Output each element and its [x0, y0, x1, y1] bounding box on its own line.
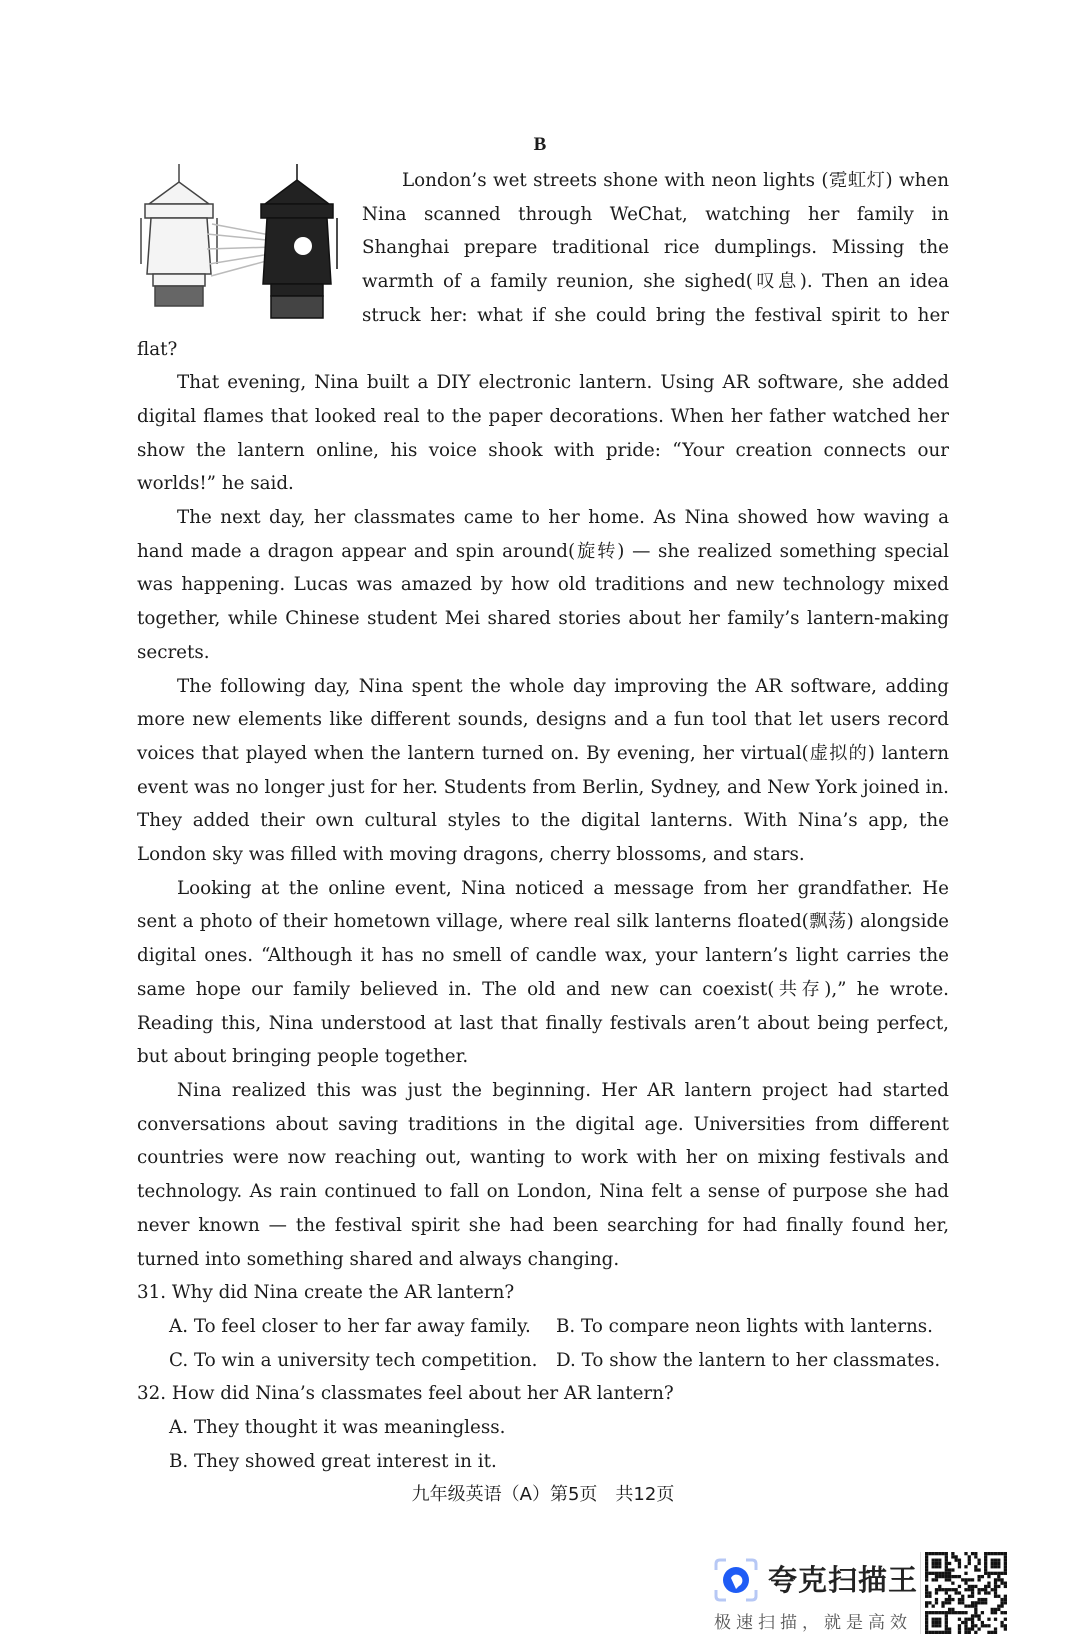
paper-lantern-icon [141, 164, 217, 306]
question-32 [137, 1377, 949, 1478]
passage-paragraph-3: The next day, her classmates came to her home. As Nina showed how waving a hand made a dragon appear and spin around(旋转) — she realized something special was happening. Lucas was amazed by how old traditions and new technology mixed together, while Chinese student Mei shared stories about her family’s lantern-making secrets. [137, 507, 949, 663]
qr-code [920, 1552, 1007, 1634]
brand-name: 夸克扫描王 [768, 1563, 919, 1597]
lantern-illustration [137, 164, 352, 332]
question-31 [137, 1276, 949, 1377]
option-b: B. They showed great interest in it. [169, 1450, 497, 1472]
passage-paragraph-5: Looking at the online event, Nina noticed a message from her grandfather. He sent a photo of their hometown village, where real silk lanterns floated(飘荡) alongside digital ones. “Although it has no smell of candle wax, your lantern’s light carries the same hope our family believed in. The old and new can coexist(共存),” he wrote. Reading this, Nina understood at last that finally festivals aren’t about being perfect, but about bringing people together. [137, 877, 949, 1068]
reading-passage [137, 164, 949, 1512]
page-footer: 九年级英语（A）第5页 共12页 [411, 1484, 675, 1506]
brand-tagline: 极速扫描，就是高效 [714, 1613, 912, 1633]
passage-paragraph-4: The following day, Nina spent the whole day improving the AR software, adding more new elements like different sounds, designs and a fun tool that let users record voices that played when the lantern turned on. By evening, her virtual(虚拟的) lantern event was no longer just for her. Students from Berlin, Sydney, and New York joined in. They added their own cultural styles to the digital lanterns. With Nina’s app, the London sky was filled with moving dragons, cherry blossoms, and stars. [137, 675, 949, 866]
option-b: B. To compare neon lights with lanterns. [556, 1315, 933, 1337]
passage-paragraph-6: Nina realized this was just the beginning. Her AR lantern project had started conversations about saving traditions in the digital age. Universities from different countries were now reaching out, wanting to work with her on mixing festivals and technology. As rain continued to fall on London, Nina felt a sense of purpose she had never known — the festival spirit she had been searching for had finally found her, turned into something shared and always changing. [137, 1079, 949, 1270]
scanner-watermark [712, 1548, 1080, 1644]
option-a: A. To feel closer to her far away family. [169, 1315, 531, 1337]
ar-lantern-icon [261, 164, 337, 318]
option-d: D. To show the lantern to her classmates. [556, 1349, 941, 1371]
question-stem: 32. How did Nina’s classmates feel about her AR lantern? [137, 1383, 674, 1405]
quark-logo-icon [712, 1556, 760, 1604]
option-c: C. To win a university tech competition. [169, 1349, 538, 1371]
passage-paragraph-2: That evening, Nina built a DIY electronic lantern. Using AR software, she added digital flames that looked real to the paper decorations. When her father watched her show the lantern online, his voice shook with pride: “Your creation connects our worlds!” he said. [137, 372, 949, 495]
passage-paragraph-1: London’s wet streets shone with neon lights (霓虹灯) when Nina scanned through WeChat, watching her family in Shanghai prepare traditional rice dumplings. Missing the warmth of a family reunion, she sighed(叹息). Then an idea struck her: what if she could bring the festival spirit to her flat? [137, 170, 949, 360]
section-letter: B [533, 134, 547, 155]
question-stem: 31. Why did Nina create the AR lantern? [137, 1282, 515, 1304]
option-a: A. They thought it was meaningless. [169, 1417, 506, 1439]
